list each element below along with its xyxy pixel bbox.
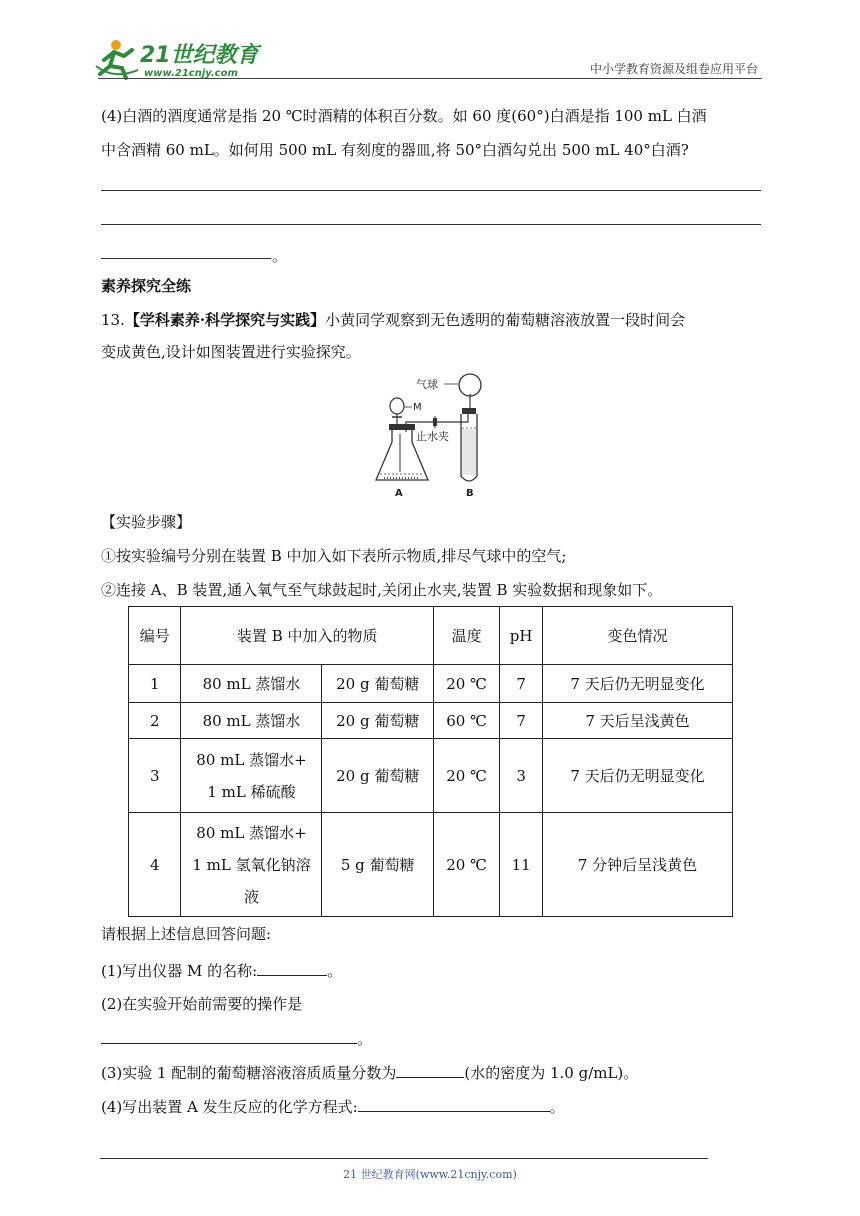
question-2: (2)在实验开始前需要的操作是: [101, 995, 303, 1013]
header-substance: 装置 B 中加入的物质: [181, 607, 433, 665]
question-1-end: 。: [327, 962, 343, 980]
question-3-blank[interactable]: [396, 1062, 464, 1078]
section-title: 素养探究全练: [101, 277, 192, 295]
footer-divider: [100, 1158, 708, 1159]
answer-line-2: [101, 224, 761, 225]
question-3-text: (3)实验 1 配制的葡萄糖溶液溶质质量分数为: [101, 1064, 397, 1082]
cell-glucose: 5 g 葡萄糖: [322, 813, 433, 917]
cell-temp: 20 ℃: [433, 665, 499, 703]
question-2-blank[interactable]: [101, 1028, 357, 1044]
cell-glucose: 20 g 葡萄糖: [322, 739, 433, 813]
q13-tag: 【学科素养·科学探究与实践】: [124, 311, 326, 329]
logo-url: www.21cnjy.com: [144, 68, 238, 79]
question-3-end: (水的密度为 1.0 g/mL)。: [464, 1064, 639, 1082]
cell-liquid: [181, 813, 322, 917]
cell-liquid-line: 液: [243, 887, 259, 906]
cell-no: 1: [129, 665, 181, 703]
logo-text: 21世纪教育: [140, 43, 259, 68]
step-2: ②连接 A、B 装置,通入氧气至气球鼓起时,关闭止水夹,装置 B 实验数据和现象如下。: [101, 581, 663, 599]
header-ph: pH: [500, 607, 543, 665]
q4-line-1: (4)白酒的酒度通常是指 20 ℃时酒精的体积百分数。如 60 度(60°)白酒是指 100 mL 白酒: [101, 107, 707, 125]
question-1: [101, 960, 342, 981]
cell-liquid-line: 1 mL 稀硫酸: [207, 782, 296, 801]
cell-ph: 11: [500, 813, 543, 917]
table-header-row: [129, 607, 733, 665]
q4-line-2: 中含酒精 60 mL。如何用 500 mL 有刻度的器皿,将 50°白酒勾兑出 500 mL 40°白酒?: [101, 141, 689, 159]
question-4-blank[interactable]: [358, 1096, 550, 1112]
q4-end-mark: 。: [272, 247, 288, 265]
cell-no: 3: [129, 739, 181, 813]
cell-ph: 7: [500, 703, 543, 739]
apparatus-figure: [370, 372, 500, 500]
footer-text: 21 世纪教育网(www.21cnjy.com): [343, 1168, 517, 1181]
label-b: B: [466, 488, 474, 499]
questions-intro: 请根据上述信息回答问题:: [101, 925, 272, 943]
header-result: 变色情况: [543, 607, 733, 665]
answer-line-3: [101, 258, 271, 259]
label-balloon: 气球: [416, 378, 438, 391]
question-1-text: (1)写出仪器 M 的名称:: [101, 962, 258, 980]
table-row: [129, 813, 733, 917]
question-1-blank[interactable]: [257, 960, 327, 976]
cell-ph: 3: [500, 739, 543, 813]
question-4: [101, 1096, 565, 1117]
q13-line-1-text: 小黄同学观察到无色透明的葡萄糖溶液放置一段时间会: [325, 311, 686, 329]
label-m: M: [413, 402, 422, 413]
question-4-text: (4)写出装置 A 发生反应的化学方程式:: [101, 1098, 358, 1116]
header-divider: [98, 78, 762, 79]
q13-line-1: [101, 310, 685, 330]
cell-no: 2: [129, 703, 181, 739]
question-2-end: 。: [357, 1030, 373, 1048]
cell-no: 4: [129, 813, 181, 917]
q13-line-2: 变成黄色,设计如图装置进行实验探究。: [101, 343, 361, 361]
experiment-table: [128, 606, 733, 917]
cell-result: 7 分钟后呈浅黄色: [543, 813, 733, 917]
cell-temp: 60 ℃: [433, 703, 499, 739]
header-platform-text: 中小学教育资源及组卷应用平台: [589, 62, 758, 76]
question-3: [101, 1062, 638, 1083]
question-4-end: 。: [549, 1098, 565, 1116]
steps-title: 【实验步骤】: [101, 513, 192, 531]
cell-liquid: 80 mL 蒸馏水: [181, 703, 322, 739]
cell-temp: 20 ℃: [433, 739, 499, 813]
q13-number: 13.: [101, 311, 125, 329]
apparatus-diagram: [370, 372, 500, 500]
question-2-answer: [101, 1028, 372, 1049]
runner-logo-icon: [94, 36, 264, 82]
cell-result: 7 天后仍无明显变化: [543, 665, 733, 703]
site-logo: [94, 36, 264, 82]
cell-liquid-line: 80 mL 蒸馏水+: [196, 750, 307, 769]
cell-result: 7 天后呈浅黄色: [543, 703, 733, 739]
cell-liquid: [181, 739, 322, 813]
label-a: A: [395, 488, 403, 499]
answer-line-1: [101, 190, 761, 191]
cell-temp: 20 ℃: [433, 813, 499, 917]
table-row: [129, 739, 733, 813]
cell-result: 7 天后仍无明显变化: [543, 739, 733, 813]
cell-glucose: 20 g 葡萄糖: [322, 665, 433, 703]
cell-ph: 7: [500, 665, 543, 703]
cell-glucose: 20 g 葡萄糖: [322, 703, 433, 739]
cell-liquid: 80 mL 蒸馏水: [181, 665, 322, 703]
cell-liquid-line: 1 mL 氢氧化钠溶: [192, 855, 311, 874]
header-no: 编号: [129, 607, 181, 665]
step-1: ①按实验编号分别在装置 B 中加入如下表所示物质,排尽气球中的空气;: [101, 547, 567, 565]
cell-liquid-line: 80 mL 蒸馏水+: [196, 823, 307, 842]
table-row: [129, 665, 733, 703]
table-row: [129, 703, 733, 739]
header-temp: 温度: [433, 607, 499, 665]
label-clamp: 止水夹: [416, 430, 449, 443]
